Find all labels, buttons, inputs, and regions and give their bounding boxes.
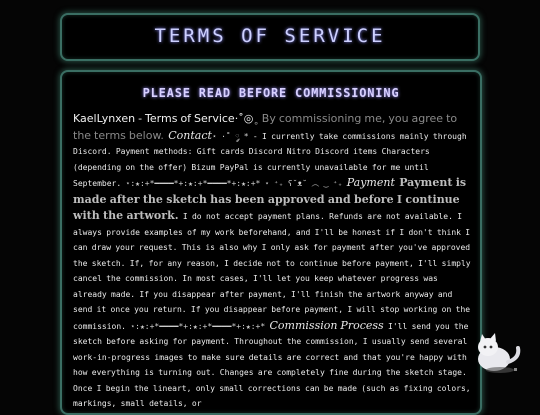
page-title: TERMS OF SERVICE (154, 25, 386, 47)
contact-body: - I currently take commissions mainly through Discord. Payment methods: Gift cards Discord Nitro Discord items Characters (depending on the offer) Bizum PayPal is currently unavailable for me until September. (73, 131, 467, 188)
section-heading: PLEASE READ BEFORE COMMISSIONING (142, 86, 400, 100)
process-heading: Commission Process (269, 318, 384, 332)
contact-heading: Contact (168, 128, 212, 142)
contact-symbol-icon: ⋆ ·˚ ༘ * (211, 131, 249, 141)
divider-decoration: ⋆:★:+*━━━━*+:★:+*━━━━*+:★:+* (130, 321, 266, 331)
content-panel[interactable] (60, 70, 482, 415)
intro-agree: ˳ By commissioning me, you agree to the terms below. (73, 112, 458, 142)
title-panel (60, 13, 480, 61)
payment-body: I do not accept payment plans. Refunds are not available. I always provide examples of my work beforehand, and I'll be honest if I don't think I can draw your request. This is also why I only ask for payment after you've approved the sketch. If, for any reason, I decide not to continue before payment, I'll simply cancel the commission. In most cases, I'll let you keep whatever progress was already made. If you disappear after payment, I'll finish the artwork anyway and send it once you return. If you disappear before payment, I will stop working on the commission. (73, 212, 471, 331)
payment-heading: Payment (346, 176, 395, 189)
intro-name: KaelLynxen - Terms of Service·˚ (73, 112, 244, 125)
terms-body (73, 111, 472, 412)
payment-bold: Payment is made after the sketch has been approved and before I continue with the artwork. (73, 176, 467, 222)
cat-sprite-icon (470, 332, 526, 376)
divider-decoration: ⋆:★:+*━━━━*+:★:+*━━━━*+:★:+* ⋆ ⁺₊ ʕ˘ᴥ˘ ︵ ‿ ⁺₊ (125, 179, 343, 188)
intro-symbol-icon: ◎ (243, 112, 254, 125)
process-body: I'll send you the sketch before asking for payment. Throughout the commission, I usually send several work-in-progress images to make sure details are correct and that you're happy with how everything is turning out. Changes are completely fine during the sketch stage. Once I begin the lineart, only small corrections can be made (such as fixing colors, markings, small details, or (73, 321, 471, 408)
